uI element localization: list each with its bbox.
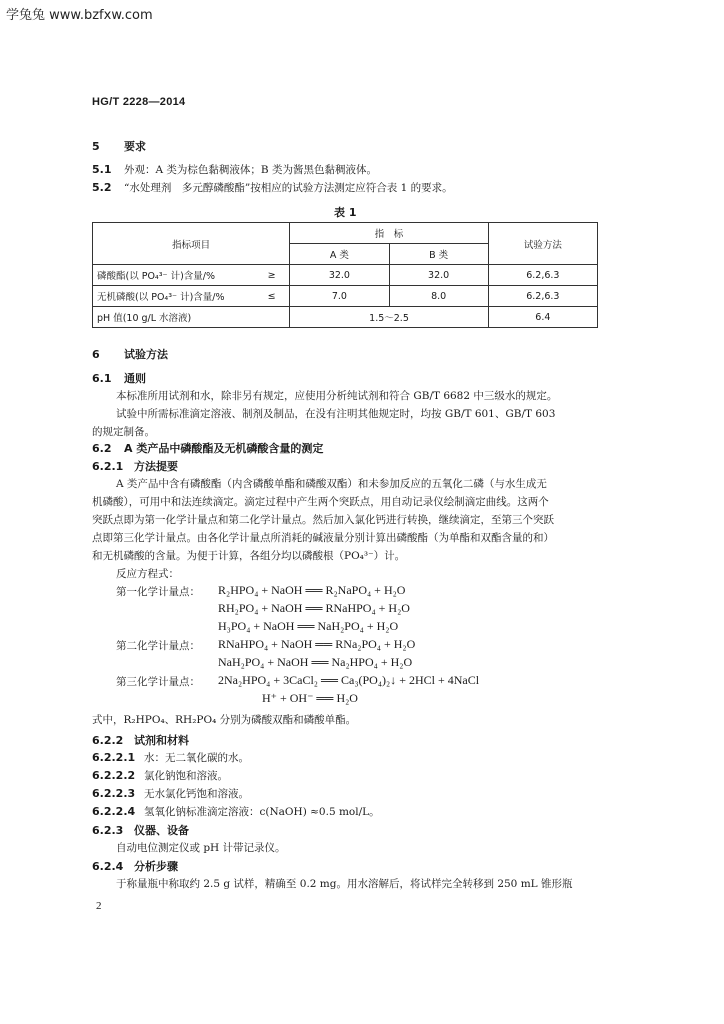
header-item: 指标项目 bbox=[93, 223, 290, 265]
stoichiometric-point-3-label: 第三化学计量点： bbox=[116, 676, 200, 688]
equation: H⁺ + OH⁻ ══ H₂O bbox=[262, 691, 358, 705]
paragraph-line: 和无机磷酸的含量。为便于计算，各组分均以磷酸根（PO₄³⁻）计。 bbox=[92, 550, 406, 562]
requirements-table bbox=[92, 222, 598, 328]
paragraph: 自动电位测定仪或 pH 计带记录仪。 bbox=[116, 842, 286, 854]
header-class-b: B 类 bbox=[389, 244, 488, 265]
clause-text: 水：无二氧化碳的水。 bbox=[144, 752, 249, 764]
clause-6-2-2-1 bbox=[92, 750, 249, 765]
row-method: 6.2,6.3 bbox=[488, 286, 597, 307]
equation-note: 式中，R₂HPO₄、RH₂PO₄ 分别为磷酸双酯和磷酸单酯。 bbox=[92, 714, 357, 726]
clause-6-2-2-4 bbox=[92, 804, 380, 819]
clause-number: 6.2.3 bbox=[92, 824, 124, 837]
reaction-label: 反应方程式： bbox=[116, 568, 179, 580]
table-row bbox=[93, 286, 598, 307]
equation: RH₂PO₄ + NaOH ══ RNaHPO₄ + H₂O bbox=[218, 601, 410, 615]
row-operator: ≥ bbox=[254, 265, 290, 286]
clause-number: 6.2.2 bbox=[92, 734, 124, 747]
clause-text: “水处理剂 多元醇磷酸酯”按相应的试验方法测定应符合表 1 的要求。 bbox=[124, 182, 453, 194]
row-value-b: 8.0 bbox=[389, 286, 488, 307]
clause-number: 6.2.4 bbox=[92, 860, 124, 873]
stoichiometric-point-1-label: 第一化学计量点： bbox=[116, 586, 200, 598]
stoichiometric-point-2-label: 第二化学计量点： bbox=[116, 640, 200, 652]
clause-title: 分析步骤 bbox=[134, 860, 178, 873]
clause-5-1 bbox=[92, 162, 377, 177]
clause-text: 氢氧化钠标准滴定溶液：c(NaOH) ≈0.5 mol/L。 bbox=[144, 806, 380, 818]
paragraph: 于称量瓶中称取约 2.5 g 试样，精确至 0.2 mg。用水溶解后，将试样完全转移到 250 mL 锥形瓶 bbox=[116, 878, 573, 890]
document-code: HG/T 2228—2014 bbox=[92, 96, 186, 108]
section-6-heading bbox=[92, 346, 168, 362]
clause-6-2-heading bbox=[92, 440, 323, 456]
header-method: 试验方法 bbox=[488, 223, 597, 265]
clause-title: 试剂和材料 bbox=[134, 734, 189, 747]
row-operator: ≤ bbox=[254, 286, 290, 307]
clause-number: 6.1 bbox=[92, 372, 112, 385]
equation: NaH₂PO₄ + NaOH ══ Na₂HPO₄ + H₂O bbox=[218, 655, 413, 669]
equation: 2Na₂HPO₄ + 3CaCl₂ ══ Ca₃(PO₄)₂↓ + 2HCl + 4NaCl bbox=[218, 673, 480, 687]
row-item: 磷酸酯(以 PO₄³⁻ 计)含量/% bbox=[93, 265, 254, 286]
clause-text: 氯化钠饱和溶液。 bbox=[144, 770, 228, 782]
clause-title: 仪器、设备 bbox=[134, 824, 189, 837]
section-number: 6 bbox=[92, 348, 100, 361]
clause-title: 方法提要 bbox=[134, 460, 178, 473]
clause-text: 外观：A 类为棕色黏稠液体；B 类为酱黑色黏稠液体。 bbox=[124, 164, 377, 176]
clause-6-1-heading bbox=[92, 370, 146, 386]
section-title: 要求 bbox=[124, 140, 146, 153]
row-value-b: 32.0 bbox=[389, 265, 488, 286]
row-method: 6.2,6.3 bbox=[488, 265, 597, 286]
clause-title: A 类产品中磷酸酯及无机磷酸含量的测定 bbox=[124, 442, 324, 455]
equation: RNaHPO₄ + NaOH ══ RNa₂PO₄ + H₂O bbox=[218, 637, 416, 651]
clause-number: 5.1 bbox=[92, 163, 112, 176]
clause-number: 6.2 bbox=[92, 442, 112, 455]
watermark: 学兔兔 www.bzfxw.com bbox=[6, 8, 153, 23]
clause-text: 无水氯化钙饱和溶液。 bbox=[144, 788, 249, 800]
clause-number: 6.2.1 bbox=[92, 460, 124, 473]
paragraph-line: 突跃点即为第一化学计量点和第二化学计量点。然后加入氯化钙进行转换，继续滴定，至第三个突跃 bbox=[92, 514, 554, 526]
section-title: 试验方法 bbox=[124, 348, 168, 361]
row-value-ab: 1.5～2.5 bbox=[290, 307, 488, 328]
clause-number: 6.2.2.2 bbox=[92, 769, 136, 782]
table-title: 表 1 bbox=[334, 206, 357, 219]
clause-number: 6.2.2.1 bbox=[92, 751, 136, 764]
clause-number: 6.2.2.3 bbox=[92, 787, 136, 800]
paragraph-line: 点即第三化学计量点。由各化学计量点所消耗的碱液量分别计算出磷酸酯（为单酯和双酯含量的和） bbox=[92, 532, 554, 544]
clause-number: 5.2 bbox=[92, 181, 112, 194]
row-item: 无机磷酸(以 PO₄³⁻ 计)含量/% bbox=[93, 286, 254, 307]
section-number: 5 bbox=[92, 140, 100, 153]
row-method: 6.4 bbox=[488, 307, 597, 328]
clause-6-2-2-3 bbox=[92, 786, 249, 801]
paragraph: 本标准所用试剂和水，除非另有规定，应使用分析纯试剂和符合 GB/T 6682 中三级水的规定。 bbox=[116, 390, 558, 402]
header-class-a: A 类 bbox=[290, 244, 389, 265]
section-5-heading bbox=[92, 138, 146, 154]
row-value-a: 32.0 bbox=[290, 265, 389, 286]
table-row bbox=[93, 265, 598, 286]
clause-6-2-2-2 bbox=[92, 768, 228, 783]
equation: H₃PO₄ + NaOH ══ NaH₂PO₄ + H₂O bbox=[218, 619, 399, 633]
row-value-a: 7.0 bbox=[290, 286, 389, 307]
clause-number: 6.2.2.4 bbox=[92, 805, 136, 818]
header-index: 指 标 bbox=[290, 223, 488, 244]
clause-6-2-4-heading bbox=[92, 858, 178, 874]
table-row bbox=[93, 307, 598, 328]
paragraph-line: 机磷酸），可用中和法连续滴定。滴定过程中产生两个突跃点，用自动记录仪绘制滴定曲线。这两个 bbox=[92, 496, 549, 508]
clause-6-2-3-heading bbox=[92, 822, 189, 838]
equation: R₂HPO₄ + NaOH ══ R₂NaPO₄ + H₂O bbox=[218, 583, 406, 597]
page-number: 2 bbox=[96, 900, 102, 912]
paragraph-line: A 类产品中含有磷酸酯（内含磷酸单酯和磷酸双酯）和未参加反应的五氧化二磷（与水生成无 bbox=[116, 478, 547, 490]
clause-title: 通则 bbox=[124, 372, 146, 385]
paragraph: 试验中所需标准滴定溶液、制剂及制品，在没有注明其他规定时，均按 GB/T 601、GB/T 603 bbox=[116, 408, 556, 420]
clause-5-2 bbox=[92, 180, 453, 195]
row-item: pH 值(10 g/L 水溶液) bbox=[93, 307, 290, 328]
clause-6-2-2-heading bbox=[92, 732, 189, 748]
clause-6-2-1-heading bbox=[92, 458, 178, 474]
paragraph: 的规定制备。 bbox=[92, 426, 155, 438]
